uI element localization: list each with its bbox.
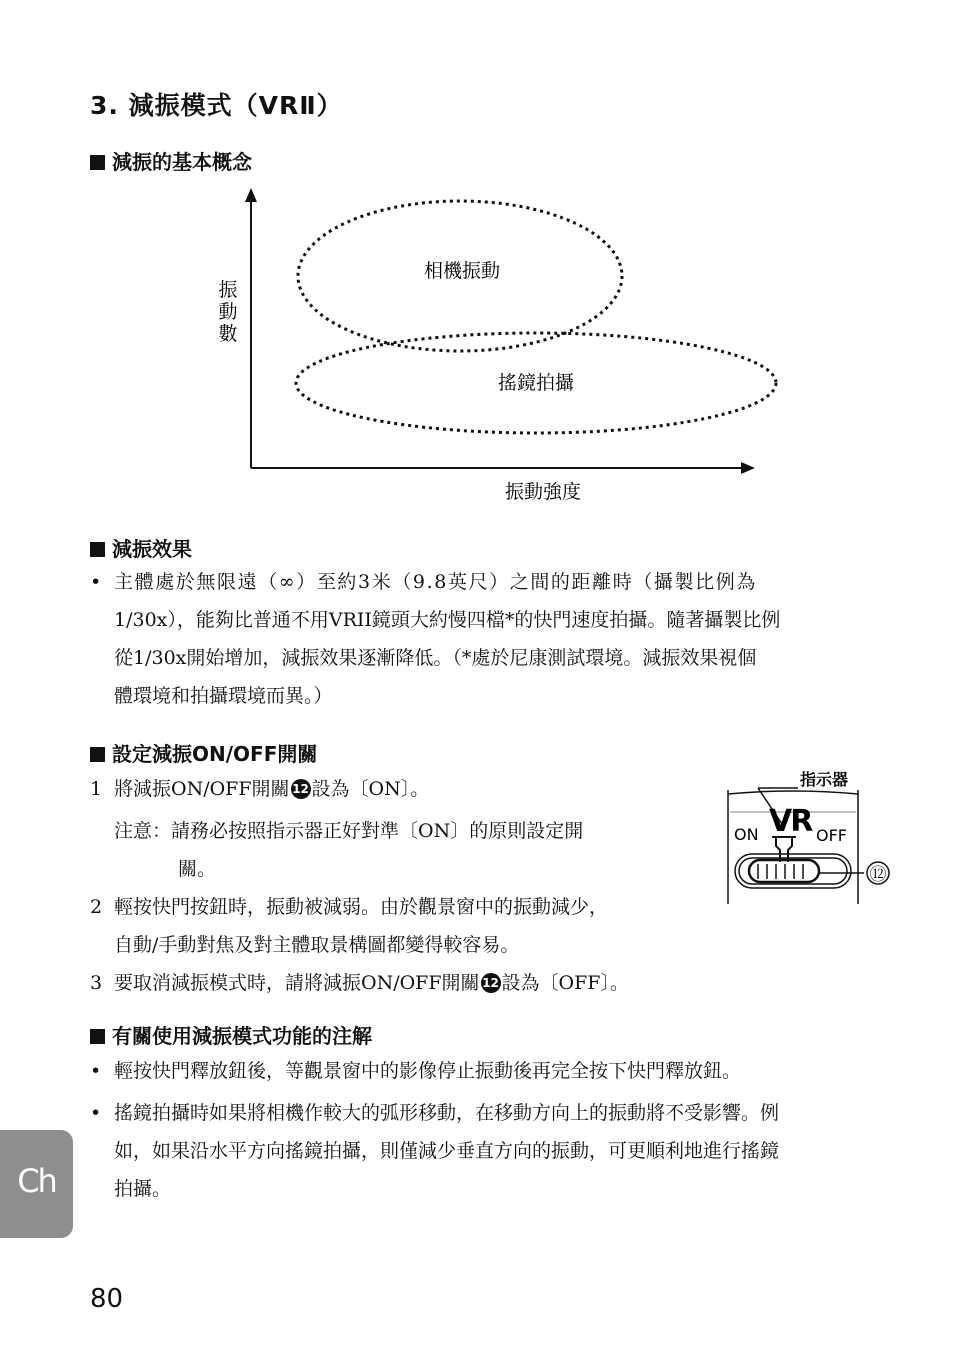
- bullet-icon: •: [90, 571, 102, 593]
- camera-vibration-label: 相機振動: [423, 260, 501, 282]
- vr-label: VR: [769, 804, 812, 839]
- square-bullet-icon: [90, 542, 105, 557]
- y-axis-label-2: 動: [218, 301, 238, 323]
- vibration-diagram: [0, 0, 954, 520]
- square-bullet-icon: [90, 747, 105, 762]
- vr-effect-line: 體環境和拍攝環境而異。）: [114, 685, 333, 707]
- note-line: 關。: [178, 858, 217, 880]
- note-bullet-2: [90, 1094, 902, 1208]
- panning-label: 搖鏡拍攝: [497, 372, 575, 394]
- off-label: OFF: [816, 826, 847, 845]
- note-bullet-line: 拍攝。: [114, 1178, 172, 1200]
- vr-effect-line: 主體處於無限遠（∞）至約3米（9.8英尺）之間的距離時（攝製比例為: [114, 571, 757, 593]
- callout-12-icon: 12: [481, 973, 501, 993]
- vr-effect-line: 從1/30x開始增加，減振效果逐漸降低。（*處於尼康測試環境。減振效果視個: [114, 647, 757, 669]
- y-axis-label-1: 振: [218, 279, 238, 301]
- callout-12-icon: 12: [291, 779, 311, 799]
- note-bullet-text: 輕按快門釋放鈕後，等觀景窗中的影像停止振動後再完全按下快門釋放鈕。: [114, 1060, 742, 1082]
- section-title-vr-switch: 設定減振ON/OFF開關: [90, 738, 317, 767]
- note-line: 注意：請務必按照指示器正好對準〔ON〕的原則設定開: [114, 820, 584, 842]
- note: [114, 812, 583, 888]
- vr-switch-illustration: [718, 764, 908, 910]
- step-1: 1 將減振ON/OFF開關 12 設為〔ON〕。: [90, 770, 429, 808]
- step-number: 3: [90, 972, 103, 994]
- section-title-notes: 有關使用減振模式功能的注解: [90, 1020, 372, 1049]
- callout-label: ⑫: [869, 865, 887, 885]
- page-heading: 3. 減振模式（VRⅡ）: [90, 91, 343, 120]
- bullet-icon: •: [90, 1060, 102, 1082]
- note-bullet-1: [90, 1052, 902, 1090]
- x-axis-label: 振動強度: [504, 481, 582, 503]
- y-axis-label-3: 數: [218, 323, 238, 345]
- step-2-line: 輕按快門按鈕時，振動被減弱。由於觀景窗中的振動減少，: [114, 896, 609, 918]
- square-bullet-icon: [90, 1029, 105, 1044]
- step-2-line: 自動/手動對焦及對主體取景構圖都變得較容易。: [114, 934, 520, 956]
- chapter-tab-label: Ch: [17, 1162, 56, 1200]
- vr-effect-paragraph: [90, 563, 902, 715]
- y-axis-arrow-icon: [245, 188, 257, 202]
- page-number: 80: [90, 1284, 124, 1314]
- note-bullet-line: 搖鏡拍攝時如果將相機作較大的弧形移動，在移動方向上的振動將不受影響。例: [114, 1102, 780, 1124]
- note-bullet-line: 如，如果沿水平方向搖鏡拍攝，則僅減少垂直方向的振動，可更順利地進行搖鏡: [114, 1140, 780, 1162]
- section-title-basic-concept: 減振的基本概念: [90, 146, 252, 175]
- bullet-icon: •: [90, 1102, 102, 1124]
- indicator-label: 指示器: [800, 770, 849, 789]
- step-3: 3 要取消減振模式時，請將減振ON/OFF開關 12 設為〔OFF〕。: [90, 964, 629, 1002]
- vr-effect-line: 1/30x），能夠比普通不用VRII鏡頭大約慢四檔*的快門速度拍攝。隨著攝製比例: [114, 609, 781, 631]
- chapter-tab: [0, 1130, 73, 1238]
- step-2: [90, 888, 608, 964]
- x-axis-arrow-icon: [741, 462, 755, 474]
- step-number: 2: [90, 896, 103, 918]
- on-label: ON: [734, 825, 759, 844]
- section-title-vr-effect: 減振效果: [90, 533, 192, 562]
- step-number: 1: [90, 778, 103, 800]
